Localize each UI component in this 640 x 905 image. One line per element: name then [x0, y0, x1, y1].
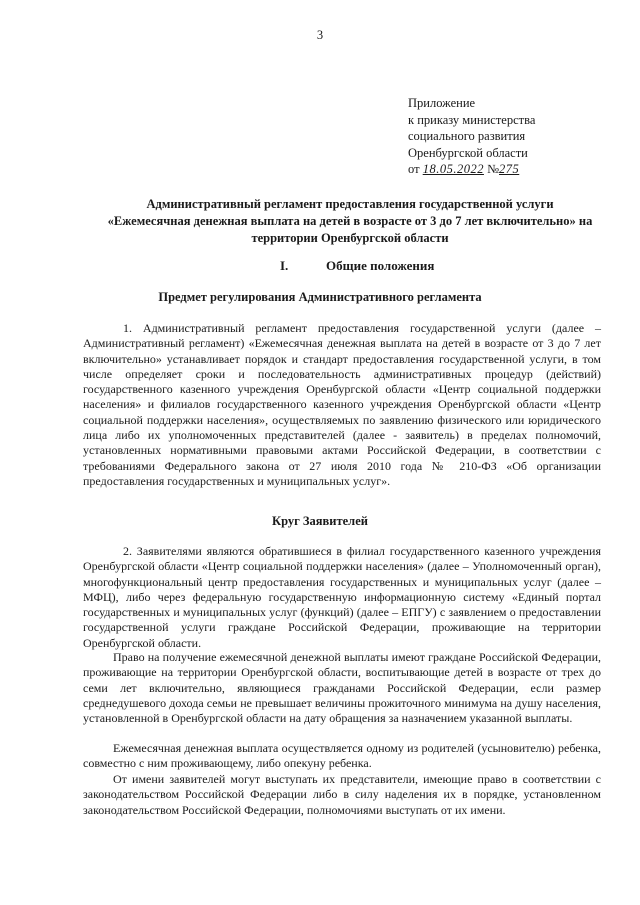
appendix-date-line [408, 161, 535, 178]
appendix-line: Оренбургской области [408, 145, 528, 160]
title-line: территории Оренбургской области [251, 231, 449, 245]
paragraph: 1. Административный регламент предоставления государственной услуги (далее – Административный регламент) «Ежемесячная денежная выплата на детей в возрасте от 3 до 7 лет включительно» устанавливает порядок и стандарт предоставления государственной услуги, в том числе определяет сроки и последовательность административных процедур (действий) государственного казенного учреждения Оренбургской области «Центр социальной поддержки населения» и филиалов государственного казенного учреждения Оренбургской области «Центр социальной поддержки населения», осуществляемых по заявлению физического или юридического лица либо их уполномоченных представителей (далее - заявитель) в пределах полномочий, установленных нормативными правовыми актами Российской Федерации, в соответствии с требованиями Федерального закона от 27 июля 2010 года № 210-ФЗ «Об организации предоставления государственных и муниципальных услуг». [83, 321, 601, 488]
date-prefix: от [408, 162, 420, 176]
subheading-applicants: Круг Заявителей [272, 514, 368, 528]
appendix-block [408, 95, 535, 178]
title-line: Административный регламент предоставления государственной услуги [146, 197, 554, 211]
title-line: «Ежемесячная денежная выплата на детей в возрасте от 3 до 7 лет включительно» на [107, 214, 593, 228]
appendix-line: социального развития [408, 129, 526, 143]
paragraph: 2. Заявителями являются обратившиеся в филиал государственного казенного учреждения Оренбургской области «Центр социальной поддержки населения» (далее – Уполномоченный орган), многофункциональный центр предоставления государственных и муниципальных услуг (далее – МФЦ), либо через федеральную государственную информационную систему «Единый портал государственных и муниципальных услуг (функций) (далее – ЕПГУ) с заявлением о предоставлении государственной услуги граждане Российской Федерации, проживающие на территории Оренбургской области. [83, 544, 601, 650]
handwritten-date: 18.05.2022 [422, 162, 484, 176]
appendix-line: Приложение [408, 96, 476, 110]
appendix-line: к приказу министерства [408, 112, 536, 127]
handwritten-number: 275 [499, 162, 520, 176]
section-heading [280, 258, 434, 274]
section-number: I. [280, 258, 289, 273]
document-title [70, 196, 630, 247]
paragraph: От имени заявителей могут выступать их представители, имеющие право в соответствии с законодательством Российской Федерации либо в силу наделения их в порядке, установленном законодательством Российской Федерации, полномочиями выступать от их имени. [83, 772, 601, 817]
paragraph: Ежемесячная денежная выплата осуществляется одному из родителей (усыновителю) ребенка, совместно с ним проживающему, либо опекуну ребенка. [83, 741, 601, 771]
section-title: Общие положения [326, 258, 435, 273]
number-sign: № [487, 162, 499, 176]
paragraph: Право на получение ежемесячной денежной выплаты имеют граждане Российской Федерации, проживающие на территории Оренбургской области, воспитывающие детей в возрасте от трех до семи лет включительно, являющиеся гражданами Российской Федерации, если размер среднедушевого дохода семьи не превышает величины прожиточного минимума на душу населения, установленной в Оренбургской области на дату обращения за назначением указанной выплаты. [83, 650, 601, 726]
subheading-subject: Предмет регулирования Административного регламента [158, 290, 482, 304]
page-number: 3 [316, 28, 324, 42]
